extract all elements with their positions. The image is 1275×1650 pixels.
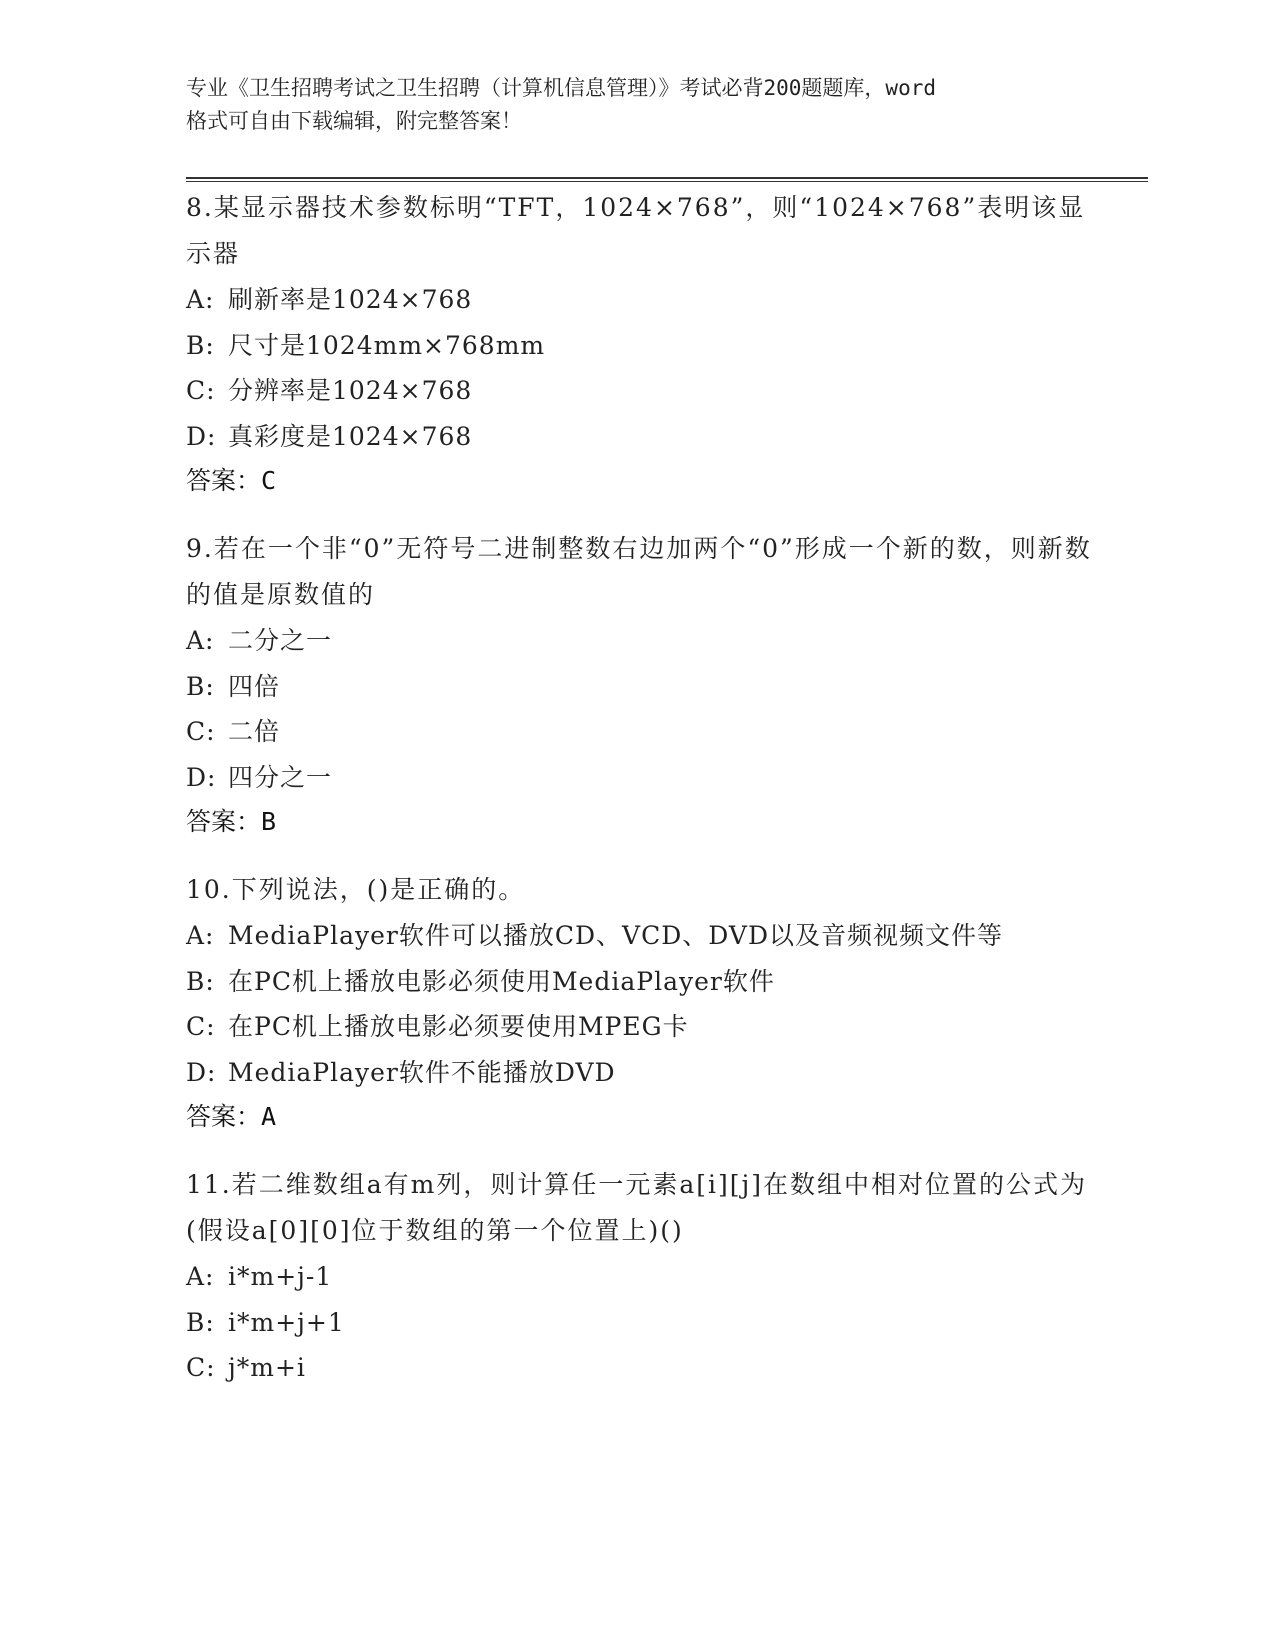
- question-stem: 9.若在一个非“0”无符号二进制整数右边加两个“0”形成一个新的数，则新数的值是原数值的: [186, 534, 1092, 609]
- answer-line: 答案：A: [186, 1102, 277, 1131]
- option-b: [186, 959, 1106, 1005]
- option-letter: A:: [186, 921, 215, 950]
- option-d: [186, 755, 1106, 801]
- option-letter: A:: [186, 285, 215, 314]
- option-letter: C:: [186, 1353, 216, 1382]
- option-letter: B:: [186, 671, 215, 701]
- question-8: [186, 185, 1106, 503]
- option-letter: B:: [186, 330, 215, 360]
- option-text: 真彩度是1024×768: [228, 421, 473, 451]
- option-d: [186, 414, 1106, 460]
- header-divider: [186, 177, 1148, 182]
- question-10: [186, 867, 1106, 1139]
- question-11: [186, 1162, 1106, 1391]
- question-stem: 10.下列说法，()是正确的。: [186, 875, 526, 904]
- question-9: [186, 526, 1106, 844]
- header-line-1: 专业《卫生招聘考试之卫生招聘（计算机信息管理）》考试必背200题题库，word: [186, 76, 936, 100]
- option-text: 刷新率是1024×768: [228, 285, 473, 314]
- option-text: i*m+j+1: [228, 1307, 345, 1337]
- option-b: [186, 323, 1106, 369]
- option-text: j*m+i: [228, 1353, 306, 1382]
- option-letter: B:: [186, 966, 215, 996]
- option-c: [186, 1345, 1106, 1391]
- option-a: [186, 913, 1106, 959]
- header-line-2: 格式可自由下载编辑，附完整答案！: [186, 109, 522, 133]
- option-letter: A:: [186, 626, 215, 655]
- option-a: [186, 1254, 1106, 1300]
- option-letter: D:: [186, 762, 217, 792]
- option-text: MediaPlayer软件不能播放DVD: [228, 1057, 616, 1087]
- option-b: [186, 664, 1106, 710]
- option-b: [186, 1300, 1106, 1346]
- option-d: [186, 1050, 1106, 1096]
- option-letter: C:: [186, 1012, 216, 1041]
- document-header: [186, 72, 1086, 138]
- option-c: [186, 709, 1106, 755]
- option-c: [186, 1004, 1106, 1050]
- option-text: 四分之一: [228, 762, 333, 792]
- option-a: [186, 618, 1106, 664]
- option-text: i*m+j-1: [228, 1262, 333, 1291]
- option-letter: A:: [186, 1262, 215, 1291]
- option-letter: C:: [186, 717, 216, 746]
- question-list: [186, 185, 1106, 1414]
- option-letter: D:: [186, 421, 217, 451]
- option-c: [186, 368, 1106, 414]
- answer-line: 答案：B: [186, 807, 277, 836]
- question-stem: 11.若二维数组a有m列，则计算任一元素a[i][j]在数组中相对位置的公式为(假设a[0][0]位于数组的第一个位置上)(): [186, 1170, 1088, 1245]
- option-text: 在PC机上播放电影必须要使用MPEG卡: [228, 1012, 689, 1041]
- answer-line: 答案：C: [186, 466, 277, 495]
- option-text: 在PC机上播放电影必须使用MediaPlayer软件: [228, 966, 775, 996]
- option-text: 二分之一: [228, 626, 333, 655]
- option-text: 二倍: [228, 717, 281, 746]
- option-text: 尺寸是1024mm×768mm: [228, 330, 546, 360]
- option-text: 分辨率是1024×768: [228, 376, 473, 405]
- option-a: [186, 277, 1106, 323]
- option-letter: C:: [186, 376, 216, 405]
- option-text: MediaPlayer软件可以播放CD、VCD、DVD以及音频视频文件等: [228, 921, 1003, 950]
- option-letter: B:: [186, 1307, 215, 1337]
- option-letter: D:: [186, 1057, 217, 1087]
- option-text: 四倍: [228, 671, 281, 701]
- question-stem: 8.某显示器技术参数标明“TFT，1024×768”，则“1024×768”表明该显示器: [186, 193, 1086, 268]
